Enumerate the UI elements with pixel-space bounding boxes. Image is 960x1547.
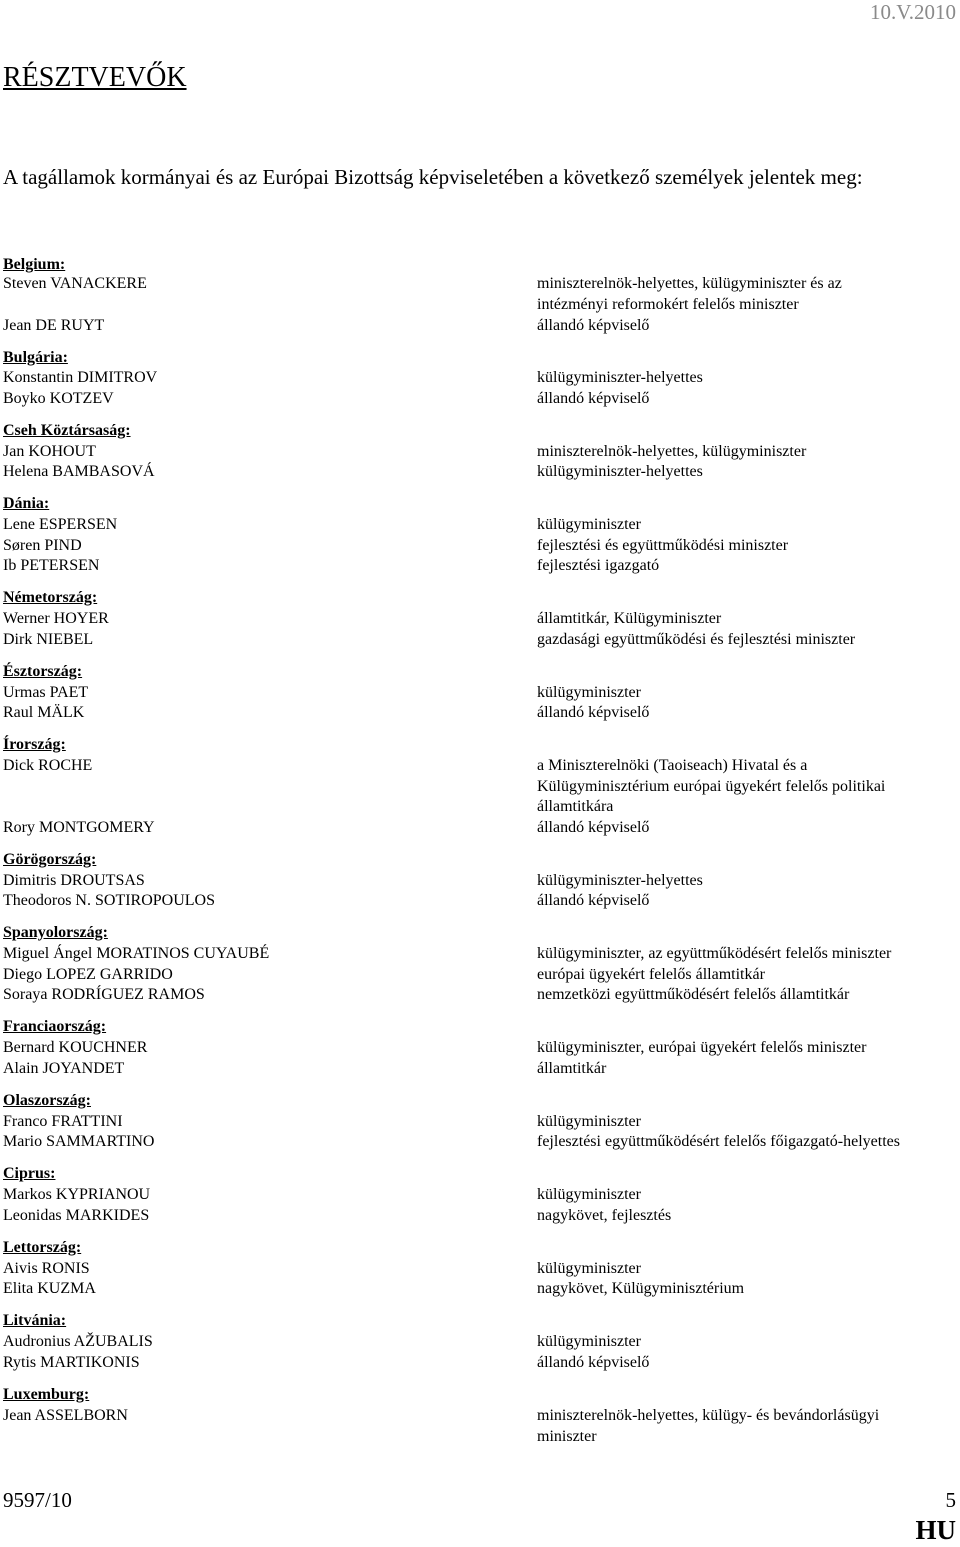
participant-role: fejlesztési igazgató <box>537 557 660 574</box>
participant-name: Franco FRATTINI <box>3 1113 123 1130</box>
participant-role: külügyminiszter <box>537 1186 641 1203</box>
language-code: HU <box>915 1515 956 1545</box>
participant-role: államtitkár <box>537 1060 607 1077</box>
country-heading: Németország: <box>3 589 98 606</box>
page-number: 5 <box>945 1488 956 1512</box>
document-date: 10.V.2010 <box>870 0 956 24</box>
participant-name: Rytis MARTIKONIS <box>3 1354 140 1371</box>
participant-role: miniszter <box>537 1428 597 1445</box>
participant-role: külügyminiszter-helyettes <box>537 872 703 889</box>
participant-role: külügyminiszter, európai ügyekért felelős miniszter <box>537 1039 867 1056</box>
participant-name: Rory MONTGOMERY <box>3 819 155 836</box>
country-heading: Bulgária: <box>3 349 68 366</box>
participant-name: Soraya RODRÍGUEZ RAMOS <box>3 986 205 1003</box>
participant-role: külügyminiszter <box>537 1333 641 1350</box>
participant-role: külügyminiszter <box>537 1260 641 1277</box>
participant-name: Audronius AŽUBALIS <box>3 1333 153 1350</box>
page-title: RÉSZTVEVŐK <box>3 62 187 93</box>
participant-role: állandó képviselő <box>537 704 650 721</box>
participant-name: Helena BAMBASOVÁ <box>3 463 155 480</box>
participant-name: Boyko KOTZEV <box>3 390 114 407</box>
participant-role: külügyminiszter, az együttműködésért felelős miniszter <box>537 945 892 962</box>
participant-name: Leonidas MARKIDES <box>3 1207 150 1224</box>
participant-role: gazdasági együttműködési és fejlesztési miniszter <box>537 631 856 648</box>
participant-role: külügyminiszter-helyettes <box>537 369 703 386</box>
participant-role: miniszterelnök-helyettes, külügyminiszter és az <box>537 275 842 292</box>
participant-name: Bernard KOUCHNER <box>3 1039 148 1056</box>
participant-role: állandó képviselő <box>537 390 650 407</box>
participant-name: Aivis RONIS <box>3 1260 90 1277</box>
participant-role: államtitkár, Külügyminiszter <box>537 610 722 627</box>
country-heading: Belgium: <box>3 256 66 273</box>
participant-name: Ib PETERSEN <box>3 557 100 574</box>
participant-name: Dick ROCHE <box>3 757 93 774</box>
country-heading: Ciprus: <box>3 1165 56 1182</box>
country-heading: Olaszország: <box>3 1092 91 1109</box>
participant-role: miniszterelnök-helyettes, külügy- és bevándorlásügyi <box>537 1407 880 1424</box>
country-heading: Dánia: <box>3 495 50 512</box>
participant-role: európai ügyekért felelős államtitkár <box>537 966 765 983</box>
participant-name: Werner HOYER <box>3 610 109 627</box>
participant-role: fejlesztési és együttműködési miniszter <box>537 537 789 554</box>
participant-role: külügyminiszter <box>537 516 641 533</box>
participant-role: állandó képviselő <box>537 892 650 909</box>
participant-role: külügyminiszter <box>537 684 641 701</box>
intro-paragraph: A tagállamok kormányai és az Európai Bizottság képviseletében a következő személyek jelentek meg: <box>3 165 863 189</box>
participant-name: Konstantin DIMITROV <box>3 369 158 386</box>
participant-name: Diego LOPEZ GARRIDO <box>3 966 173 983</box>
document-number: 9597/10 <box>3 1488 72 1512</box>
participant-role: állandó képviselő <box>537 317 650 334</box>
country-heading: Litvánia: <box>3 1312 67 1329</box>
participant-name: Dirk NIEBEL <box>3 631 94 648</box>
participant-name: Raul MÄLK <box>3 704 85 721</box>
participant-name: Mario SAMMARTINO <box>3 1133 155 1150</box>
participant-name: Markos KYPRIANOU <box>3 1186 151 1203</box>
participant-role: nagykövet, fejlesztés <box>537 1207 672 1224</box>
country-heading: Észtország: <box>3 663 83 680</box>
participant-role: fejlesztési együttműködésért felelős főigazgató-helyettes <box>537 1133 900 1150</box>
country-heading: Spanyolország: <box>3 924 108 941</box>
country-heading: Írország: <box>3 736 66 753</box>
participant-name: Urmas PAET <box>3 684 89 701</box>
participant-role: intézményi reformokért felelős miniszter <box>537 296 799 313</box>
participant-role: államtitkára <box>537 798 614 815</box>
participant-role: nemzetközi együttműködésért felelős államtitkár <box>537 986 850 1003</box>
participant-name: Dimitris DROUTSAS <box>3 872 145 889</box>
participant-role: a Miniszterelnöki (Taoiseach) Hivatal és a <box>537 757 808 774</box>
participant-name: Jan KOHOUT <box>3 443 96 460</box>
participant-role: miniszterelnök-helyettes, külügyminiszter <box>537 443 807 460</box>
participant-name: Steven VANACKERE <box>3 275 147 292</box>
participant-name: Miguel Ángel MORATINOS CUYAUBÉ <box>3 945 270 962</box>
country-heading: Görögország: <box>3 851 97 868</box>
country-heading: Luxemburg: <box>3 1386 90 1403</box>
participant-role: állandó képviselő <box>537 819 650 836</box>
participant-role: nagykövet, Külügyminisztérium <box>537 1280 745 1297</box>
participant-name: Søren PIND <box>3 537 82 554</box>
participant-name: Elita KUZMA <box>3 1280 96 1297</box>
participant-name: Theodoros N. SOTIROPOULOS <box>3 892 215 909</box>
participant-role: állandó képviselő <box>537 1354 650 1371</box>
participant-name: Jean ASSELBORN <box>3 1407 128 1424</box>
participant-role: külügyminiszter <box>537 1113 641 1130</box>
country-heading: Lettország: <box>3 1239 82 1256</box>
participant-name: Jean DE RUYT <box>3 317 105 334</box>
participant-role: Külügyminisztérium európai ügyekért felelős politikai <box>537 778 886 795</box>
participant-role: külügyminiszter-helyettes <box>537 463 703 480</box>
country-heading: Cseh Köztársaság: <box>3 422 131 439</box>
country-heading: Franciaország: <box>3 1018 107 1035</box>
participant-name: Alain JOYANDET <box>3 1060 125 1077</box>
participant-name: Lene ESPERSEN <box>3 516 118 533</box>
